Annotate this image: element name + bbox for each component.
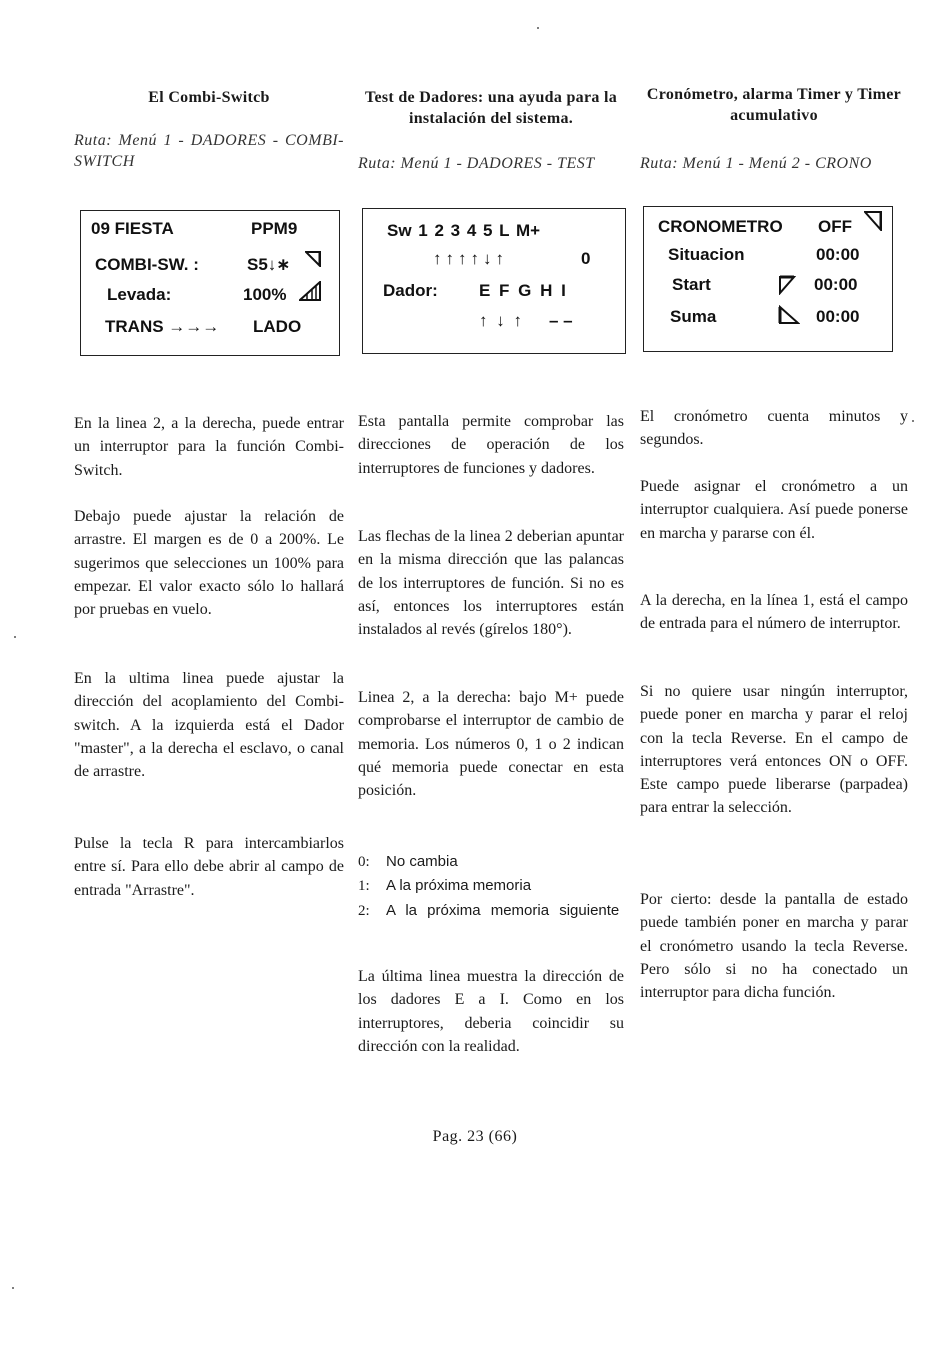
lcd-modulation: PPM9: [251, 219, 298, 238]
scan-speck: [912, 420, 914, 422]
lcd-switch-arrows: ↑↑↑↑↓↑: [433, 249, 508, 268]
lcd-model-name: 09 FIESTA: [91, 219, 174, 238]
scan-speck: [14, 636, 16, 638]
lcd-suma-time: 00:00: [816, 307, 860, 326]
page-number: Pag. 23 (66): [432, 1128, 518, 1145]
menu-route: Ruta: Menú 1 - DADORES - TEST: [358, 155, 595, 172]
lcd-trans-label: TRANS →→→: [105, 317, 220, 336]
lcd-screen-combi-switch: [80, 210, 340, 356]
list-item: 2: A la próxima memoria siguiente: [358, 901, 620, 919]
list-item: 1: A la próxima memoria: [358, 877, 532, 895]
lcd-combi-switch: S5↓∗: [247, 255, 291, 274]
paragraph: En la linea 2, a la derecha, puede entrar un interruptor para la función Combi-Switch.: [74, 415, 344, 479]
lcd-start-label: Start: [672, 275, 711, 294]
menu-route: Ruta: Menú 1 - DADORES - COMBI-SWITCH: [74, 132, 344, 170]
lcd-screen-crono: [643, 206, 893, 352]
lcd-dador-letters: E F G H I: [479, 281, 566, 300]
paragraph: La última linea muestra la dirección de los dadores E a I. Como en los interruptores, deberia coincidir su dirección con la realidad.: [358, 968, 624, 1055]
lcd-dador-dashes: – –: [549, 311, 573, 330]
scan-speck: [537, 27, 539, 29]
lcd-memory-value: 0: [581, 249, 591, 268]
lcd-combi-label: COMBI-SW. :: [95, 255, 199, 274]
lcd-dador-arrows: ↑ ↓ ↑: [479, 311, 522, 330]
lcd-levada-label: Levada:: [107, 285, 172, 304]
lcd-lado-value: LADO: [253, 317, 302, 336]
lcd-situacion-time: 00:00: [816, 245, 860, 264]
paragraph: Pulse la tecla R para intercambiarlos entre sí. Para ello debe abrir al campo de entrada "Arrastre".: [74, 835, 344, 899]
lcd-dador-label: Dador:: [383, 281, 438, 300]
lcd-switch-header: Sw 1 2 3 4 5 L M+: [387, 221, 541, 240]
list-item: 0: No cambia: [358, 853, 458, 870]
paragraph: Linea 2, a la derecha: bajo M+ puede comprobarse el interruptor de cambio de memoria. Los números 0, 1 o 2 indican qué memoria puede conectar en esta posición.: [358, 689, 624, 800]
lcd-levada-value: 100%: [243, 285, 287, 304]
paragraph: Puede asignar el cronómetro a un interruptor cualquiera. Así puede ponerse en marcha y pararse con él.: [640, 478, 908, 542]
scan-speck: [12, 1287, 14, 1289]
lcd-crono-title: CRONOMETRO: [658, 217, 783, 236]
section-heading: El Combi-Switcb: [148, 89, 270, 106]
menu-route: Ruta: Menú 1 - Menú 2 - CRONO: [640, 155, 872, 172]
lcd-situacion-label: Situacion: [668, 245, 745, 264]
lcd-start-time: 00:00: [814, 275, 858, 294]
sum-trigger-icon: [778, 305, 800, 325]
section-heading: Cronómetro, alarma Timer y Timer acumulativo: [646, 86, 902, 124]
switch-toggle-icon: [305, 251, 321, 267]
paragraph: A la derecha, en la línea 1, está el campo de entrada para el número de interruptor.: [640, 592, 908, 633]
lcd-suma-label: Suma: [670, 307, 717, 326]
switch-toggle-icon: [864, 209, 882, 231]
paragraph: El cronómetro cuenta minutos y segundos.: [640, 408, 908, 449]
memory-options-list: [358, 850, 624, 923]
start-trigger-icon: [778, 275, 796, 295]
paragraph: Las flechas de la linea 2 deberian apuntar en la misma dirección que las palancas de los interruptores de función. Si no es así, entonces los interruptores están instalados al revés (gírelos 180°).: [358, 528, 624, 639]
ramp-icon: [299, 281, 321, 301]
section-heading: Test de Dadores: una ayuda para la instalación del sistema.: [364, 89, 618, 127]
paragraph: Debajo puede ajustar la relación de arrastre. El margen es de 0 a 200%. Le sugerimos que selecciones un 100% para empezar. El valor exacto sólo lo hallará por pruebas en vuelo.: [74, 508, 344, 619]
paragraph: En la ultima linea puede ajustar la dirección del acoplamiento del Combi-switch. A la izquierda está el Dador "master", a la derecha el esclavo, o canal de arrastre.: [74, 670, 344, 781]
lcd-screen-test: [362, 208, 626, 354]
paragraph: Esta pantalla permite comprobar las direcciones de operación de los interruptores de funciones y dadores.: [358, 413, 624, 477]
lcd-crono-switch: OFF: [818, 217, 852, 236]
paragraph: Por cierto: desde la pantalla de estado puede también poner en marcha y parar el cronómetro usando la tecla Reverse. Pero sólo si no ha conectado un interruptor para dicha función.: [640, 891, 908, 1002]
paragraph: Si no quiere usar ningún interruptor, puede poner en marcha y parar el reloj con la tecla Reverse. En el campo de interruptores verá entonces ON o OFF. Este campo puede liberarse (parpadea) para entrar la selección.: [640, 683, 908, 817]
